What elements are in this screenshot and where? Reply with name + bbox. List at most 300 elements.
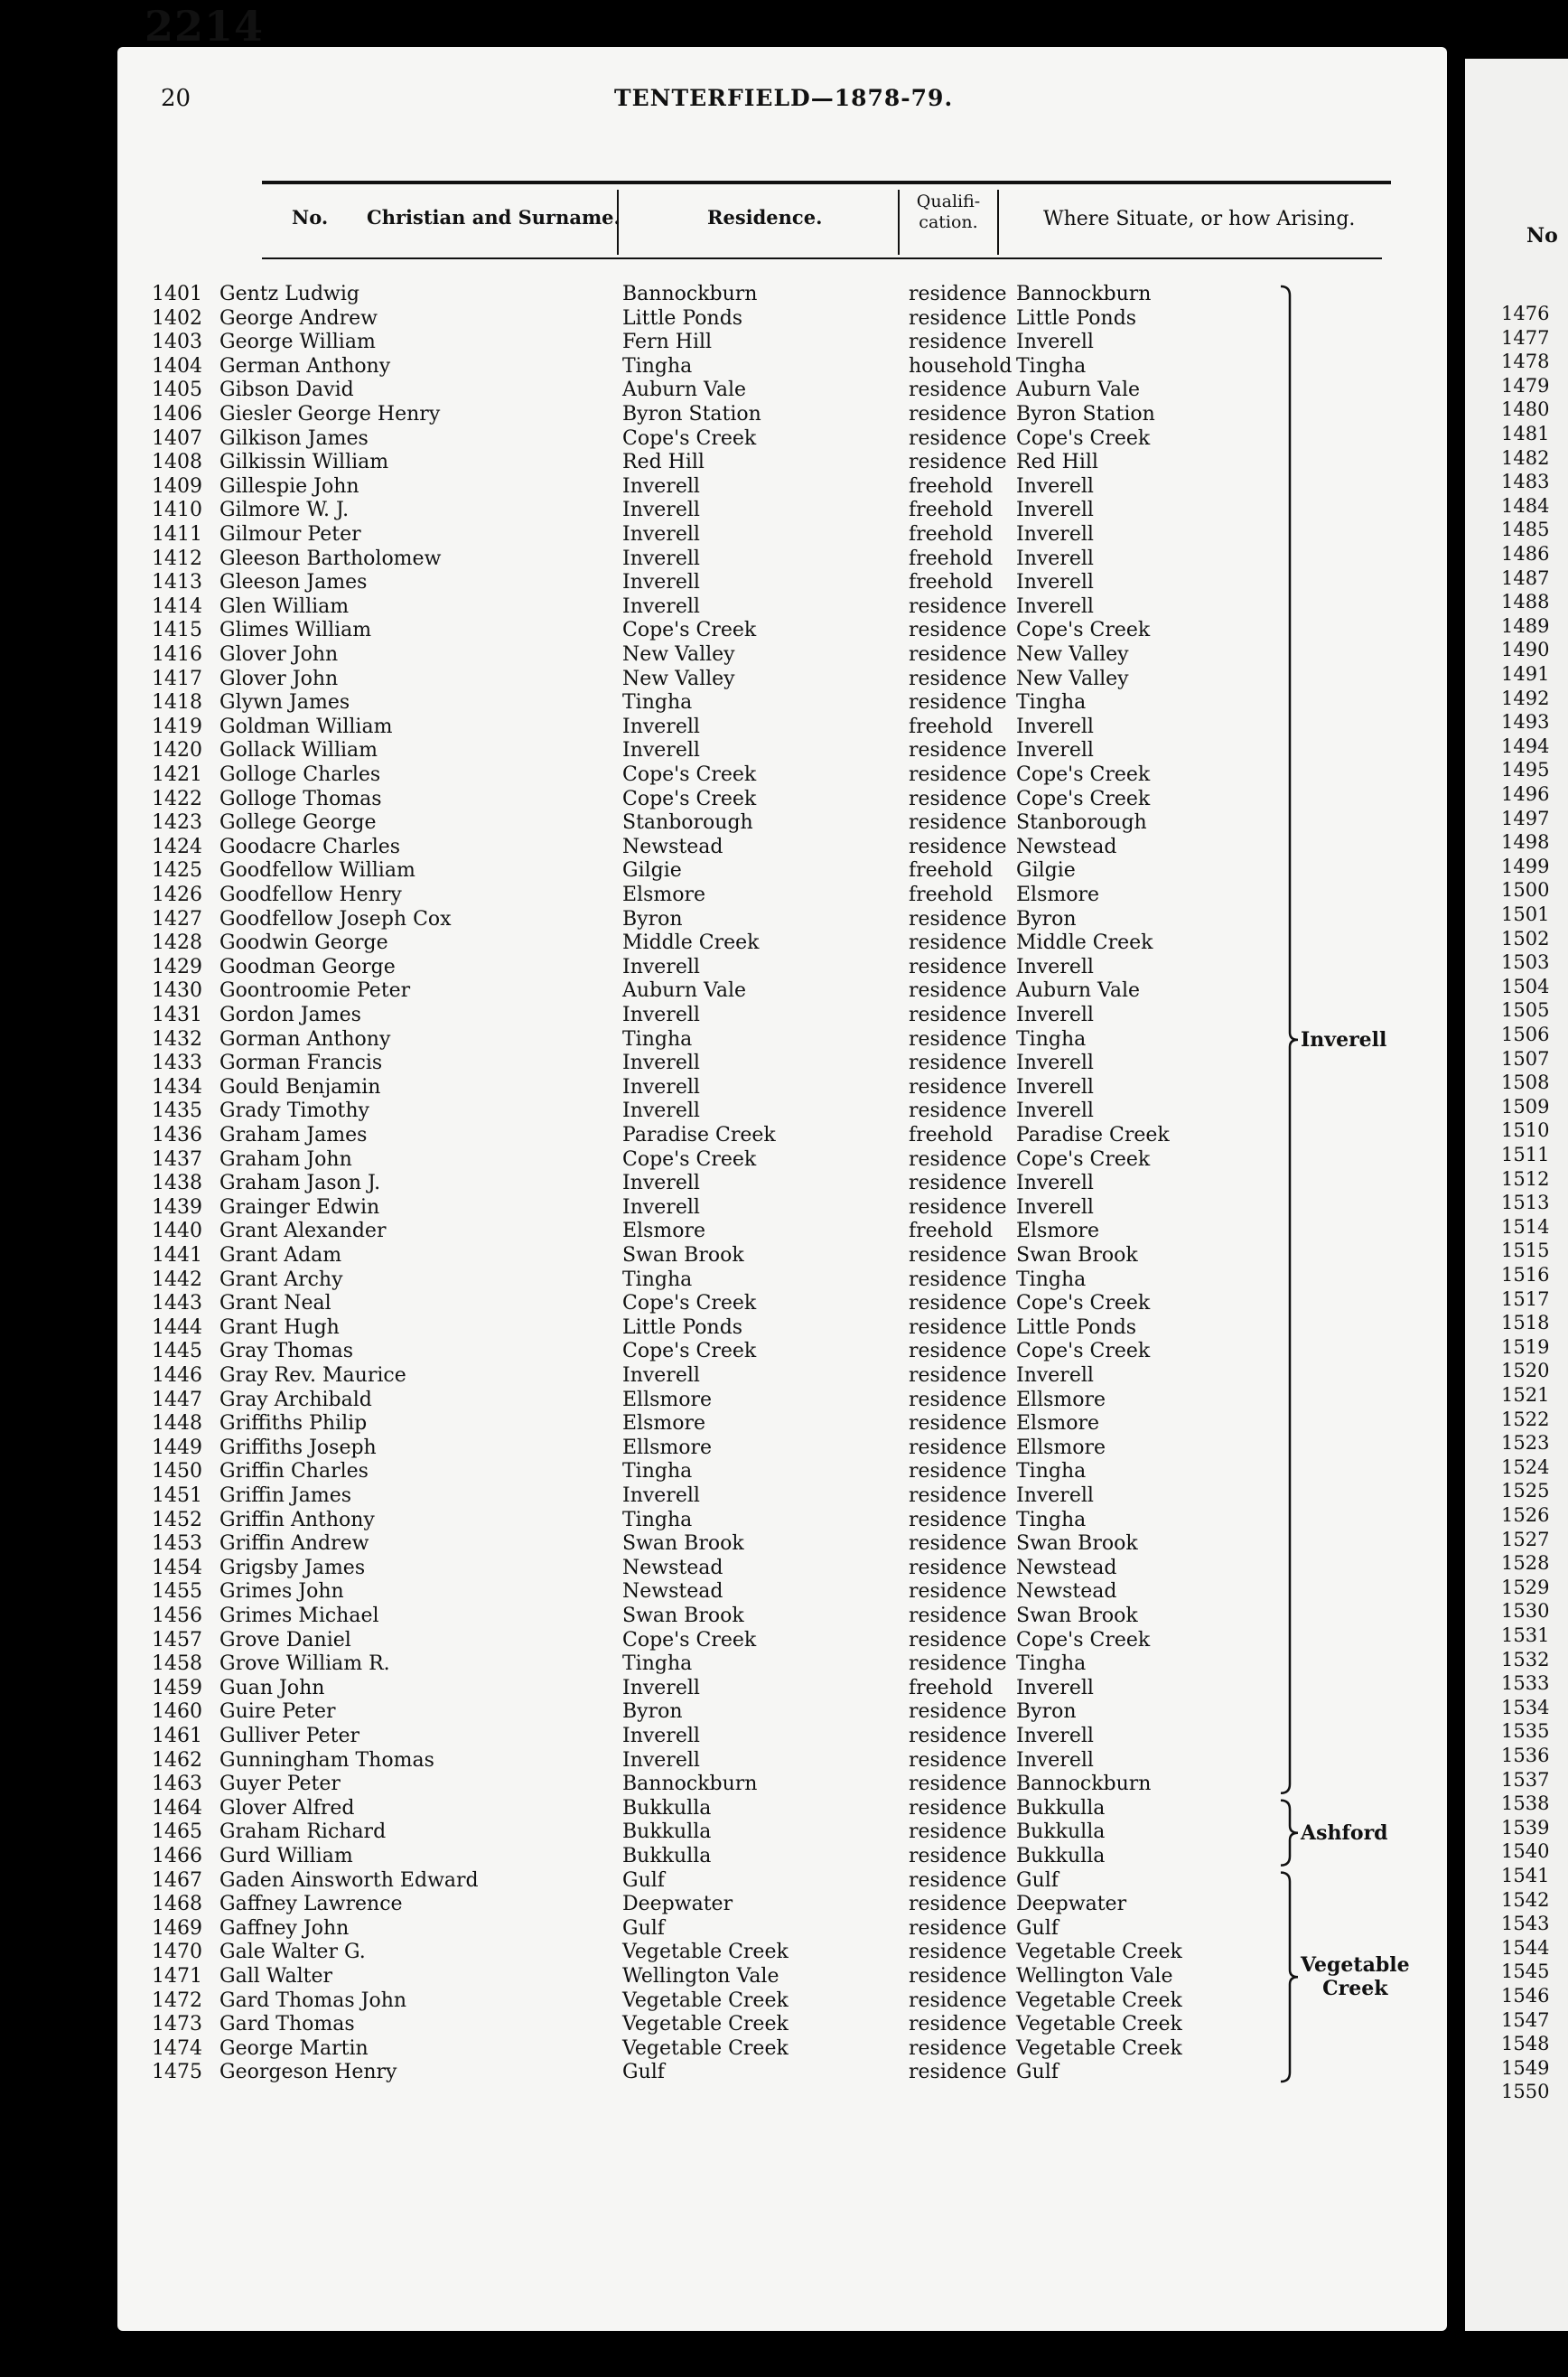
qualification: residence [909,1605,1007,1627]
entry-number: 1445 [152,1340,202,1363]
header-top-rule [262,181,1391,184]
table-row [0,1364,1301,1389]
qualification: freehold [909,571,994,594]
qualification: residence [909,1075,1007,1099]
entry-number: 1454 [152,1556,202,1579]
where-situate: Elsmore [1016,884,1100,906]
table-row [0,1989,1301,2014]
where-situate: New Valley [1016,643,1129,666]
qualification: residence [909,1412,1007,1436]
where-situate: Inverell [1016,594,1094,618]
elector-name: Griffin Anthony [219,1508,375,1531]
residence: Tingha [622,1027,693,1051]
elector-name: Griffin Andrew [219,1532,369,1556]
table-row [0,1412,1301,1436]
adjacent-entry-number: 1508 [1501,1072,1550,1094]
residence: Gulf [622,1916,665,1940]
elector-name: Griffiths Philip [219,1412,368,1436]
where-situate: Inverell [1016,547,1094,570]
qualification: residence [909,1580,1007,1604]
where-situate: Deepwater [1016,1893,1127,1916]
table-row [0,1196,1301,1221]
qualification: residence [909,1941,1007,1964]
table-row [0,1677,1301,1701]
table-row [0,931,1301,956]
entry-number: 1405 [152,379,202,402]
elector-name: Gordon James [219,1004,361,1026]
elector-name: Gale Walter G. [219,1941,366,1964]
table-row [0,1244,1301,1268]
entry-number: 1438 [152,1172,202,1195]
entry-number: 1433 [152,1052,202,1075]
where-situate: Inverell [1016,715,1094,738]
residence: Vegetable Creek [622,2013,789,2036]
entry-number: 1409 [152,474,202,498]
elector-name: Georgeson Henry [219,2061,397,2084]
residence: Inverell [622,1364,700,1387]
residence: Swan Brook [622,1244,744,1267]
qualification: residence [909,1436,1007,1459]
qualification: household [909,354,1013,378]
elector-name: Gray Thomas [219,1340,353,1363]
qualification: residence [909,403,1007,426]
entry-number: 1443 [152,1292,202,1315]
where-situate: Cope's Creek [1016,1340,1151,1363]
where-situate: Byron [1016,907,1077,931]
entry-number: 1468 [152,1893,202,1916]
entry-number: 1455 [152,1580,202,1604]
residence: Auburn Vale [622,379,747,402]
residence: Bannockburn [622,283,758,305]
table-row [0,499,1301,523]
table-row [0,1124,1301,1148]
where-situate: Gilgie [1016,859,1076,883]
where-situate: Wellington Vale [1016,1965,1173,1988]
adjacent-entry-number: 1531 [1501,1624,1550,1646]
table-row [0,523,1301,547]
table-row [0,1773,1301,1797]
qualification: freehold [909,547,994,570]
entry-number: 1404 [152,354,202,378]
residence: Cope's Creek [622,426,757,450]
adjacent-entry-number: 1535 [1501,1720,1550,1743]
elector-name: German Anthony [219,354,391,378]
elector-name: Goldman William [219,715,393,738]
table-row [0,2013,1301,2037]
entry-number: 1434 [152,1075,202,1099]
elector-name: Gaffney John [219,1916,350,1940]
table-row [0,1316,1301,1341]
where-situate: Cope's Creek [1016,426,1151,450]
entry-number: 1415 [152,619,202,642]
residence: Gulf [622,1868,665,1892]
elector-name: Goodfellow Joseph Cox [219,907,452,931]
qualification: freehold [909,1676,994,1699]
where-situate: Vegetable Creek [1016,1941,1182,1964]
adjacent-entry-number: 1479 [1501,374,1550,397]
table-row [0,1749,1301,1773]
entry-number: 1449 [152,1436,202,1459]
table-row [0,643,1301,668]
residence: Swan Brook [622,1532,744,1556]
elector-name: Guyer Peter [219,1773,341,1796]
adjacent-entry-number: 1492 [1501,687,1550,709]
adjacent-entry-number: 1495 [1501,759,1550,781]
elector-name: Gleeson James [219,571,368,594]
residence: Tingha [622,1652,693,1676]
where-situate: Bannockburn [1016,1773,1152,1796]
adjacent-entry-number: 1497 [1501,807,1550,829]
group-label: Ashford [1301,1820,1388,1845]
adjacent-entry-number: 1523 [1501,1432,1550,1455]
table-row [0,1172,1301,1196]
header-qualification: Qualifi- cation. [916,192,981,232]
adjacent-entry-number: 1507 [1501,1047,1550,1070]
qualification: residence [909,835,1007,858]
elector-name: Griffiths Joseph [219,1436,377,1459]
elector-name: Giesler George Henry [219,403,441,426]
adjacent-entry-number: 1478 [1501,351,1550,373]
table-row [0,763,1301,788]
qualification: residence [909,1388,1007,1411]
adjacent-entry-number: 1544 [1501,1936,1550,1959]
where-situate: Elsmore [1016,1220,1100,1243]
adjacent-entry-number: 1482 [1501,446,1550,469]
qualification: residence [909,1484,1007,1507]
table-row [0,1532,1301,1557]
entry-number: 1442 [152,1268,202,1291]
entry-number: 1463 [152,1773,202,1796]
where-situate: Swan Brook [1016,1605,1138,1627]
where-situate: New Valley [1016,667,1129,690]
adjacent-entry-number: 1533 [1501,1672,1550,1695]
entry-number: 1440 [152,1220,202,1243]
qualification: residence [909,1893,1007,1916]
table-row [0,1340,1301,1364]
elector-name: Graham John [219,1147,352,1171]
entry-number: 1417 [152,667,202,690]
residence: Inverell [622,547,700,570]
adjacent-entry-number: 1515 [1501,1240,1550,1262]
entry-number: 1437 [152,1147,202,1171]
residence: Cope's Creek [622,787,757,810]
adjacent-entry-number: 1493 [1501,711,1550,734]
table-row [0,1028,1301,1053]
residence: Inverell [622,523,700,546]
residence: Fern Hill [622,331,713,354]
residence: Inverell [622,1195,700,1219]
adjacent-entry-number: 1502 [1501,927,1550,950]
adjacent-entry-number: 1496 [1501,783,1550,805]
elector-name: Gaffney Lawrence [219,1893,403,1916]
residence: Cope's Creek [622,619,757,642]
table-row [0,1052,1301,1076]
where-situate: Newstead [1016,1580,1117,1604]
adjacent-entry-number: 1527 [1501,1528,1550,1550]
qualification: residence [909,1292,1007,1315]
adjacent-entry-number: 1494 [1501,735,1550,757]
where-situate: Gulf [1016,1868,1059,1892]
residence: Elsmore [622,884,706,906]
where-situate: Inverell [1016,1075,1094,1099]
qualification: freehold [909,1124,994,1146]
adjacent-entry-number: 1500 [1501,879,1550,902]
qualification: freehold [909,715,994,738]
table-row [0,1292,1301,1316]
where-situate: Tingha [1016,354,1087,378]
adjacent-entry-number: 1477 [1501,326,1550,349]
header-no: No. [292,206,329,229]
residence: Inverell [622,1075,700,1099]
elector-name: Gorman Anthony [219,1027,391,1051]
residence: Tingha [622,1508,693,1531]
elector-name: Gilmour Peter [219,523,361,546]
table-row [0,379,1301,403]
where-situate: Tingha [1016,1027,1087,1051]
residence: Tingha [622,1268,693,1291]
where-situate: Inverell [1016,739,1094,763]
residence: Inverell [622,1725,700,1747]
table-row [0,1484,1301,1509]
table-row [0,1941,1301,1965]
elector-name: Grant Neal [219,1292,331,1315]
qualification: residence [909,594,1007,618]
adjacent-entry-number: 1476 [1501,303,1550,324]
qualification: residence [909,1244,1007,1267]
table-row [0,1460,1301,1484]
entry-number: 1448 [152,1412,202,1436]
entry-number: 1416 [152,643,202,666]
residence: Wellington Vale [622,1965,779,1988]
page-title: TENTERFIELD—1878-79. [614,85,954,111]
residence: Inverell [622,1484,700,1507]
elector-name: Gard Thomas [219,2013,355,2036]
adjacent-entry-number: 1512 [1501,1167,1550,1190]
entry-number: 1422 [152,787,202,810]
where-situate: Little Ponds [1016,306,1137,330]
residence: Bannockburn [622,1773,758,1796]
adjacent-entry-number: 1541 [1501,1865,1550,1886]
table-row [0,739,1301,763]
qualification: residence [909,1796,1007,1820]
where-situate: Inverell [1016,523,1094,546]
elector-name: Grove William R. [219,1652,390,1676]
elector-name: Gilkison James [219,426,369,450]
table-row [0,1820,1301,1845]
adjacent-entry-number: 1481 [1501,423,1550,445]
adjacent-entry-number: 1545 [1501,1961,1550,1983]
table-row [0,1076,1301,1100]
entry-number: 1473 [152,2013,202,2036]
where-situate: Inverell [1016,331,1094,354]
qualification: residence [909,1820,1007,1844]
entry-number: 1418 [152,691,202,715]
folio-stamp: 2214 [145,2,265,51]
residence: Newstead [622,1556,723,1579]
where-situate: Middle Creek [1016,931,1153,955]
where-situate: Inverell [1016,1004,1094,1026]
entry-number: 1451 [152,1484,202,1507]
where-situate: Cope's Creek [1016,787,1151,810]
adjacent-entry-number: 1511 [1501,1144,1550,1165]
qualification: residence [909,1172,1007,1195]
table-row [0,1845,1301,1869]
residence: Newstead [622,1580,723,1604]
qualification: residence [909,1340,1007,1363]
residence: Stanborough [622,811,753,835]
qualification: residence [909,306,1007,330]
residence: Ellsmore [622,1388,713,1411]
elector-name: Glover Alfred [219,1796,355,1820]
entry-number: 1414 [152,594,202,618]
adjacent-entry-number: 1480 [1501,398,1550,421]
elector-name: Gilmore W. J. [219,499,350,522]
adjacent-entry-number: 1534 [1501,1696,1550,1718]
qualification: freehold [909,474,994,498]
header-bottom-rule [262,257,1382,259]
adjacent-entry-number: 1489 [1501,614,1550,637]
entry-number: 1436 [152,1124,202,1146]
residence: Cope's Creek [622,1292,757,1315]
elector-name: Guire Peter [219,1700,336,1724]
where-situate: Inverell [1016,474,1094,498]
residence: Tingha [622,354,693,378]
entry-number: 1407 [152,426,202,450]
adjacent-entry-number: 1550 [1501,2081,1550,2103]
where-situate: Gulf [1016,1916,1059,1940]
header-divider-2 [898,190,900,255]
entry-number: 1420 [152,739,202,763]
residence: Vegetable Creek [622,1941,789,1964]
elector-name: Graham Jason J. [219,1172,381,1195]
residence: Byron [622,907,683,931]
residence: Newstead [622,835,723,858]
qualification: residence [909,1748,1007,1772]
entry-number: 1410 [152,499,202,522]
entry-number: 1461 [152,1725,202,1747]
where-situate: Stanborough [1016,811,1147,835]
table-row [0,668,1301,692]
adjacent-entry-number: 1530 [1501,1600,1550,1623]
qualification: residence [909,1027,1007,1051]
where-situate: Auburn Vale [1016,379,1141,402]
where-situate: Vegetable Creek [1016,2036,1182,2060]
where-situate: Byron [1016,1700,1077,1724]
where-situate: Bukkulla [1016,1845,1106,1867]
where-situate: Inverell [1016,1748,1094,1772]
where-situate: Bukkulla [1016,1820,1106,1844]
adjacent-entry-number: 1510 [1501,1119,1550,1142]
qualification: residence [909,2061,1007,2084]
elector-name: Guan John [219,1676,325,1699]
residence: Gulf [622,2061,665,2084]
qualification: residence [909,451,1007,474]
where-situate: Swan Brook [1016,1532,1138,1556]
residence: New Valley [622,643,735,666]
where-situate: Red Hill [1016,451,1098,474]
residence: Inverell [622,499,700,522]
elector-name: Gray Archibald [219,1388,372,1411]
residence: Inverell [622,739,700,763]
residence: Little Ponds [622,306,743,330]
page-number: 20 [161,85,191,112]
table-row [0,547,1301,572]
elector-name: Gilkissin William [219,451,389,474]
adjacent-entry-number: 1513 [1501,1192,1550,1214]
elector-name: Grimes Michael [219,1605,379,1627]
residence: Deepwater [622,1893,733,1916]
where-situate: Newstead [1016,835,1117,858]
residence: Inverell [622,571,700,594]
qualification: residence [909,643,1007,666]
residence: Bukkulla [622,1845,712,1867]
table-row [0,2061,1301,2085]
residence: Inverell [622,955,700,978]
adjacent-entry-number: 1548 [1501,2033,1550,2055]
entry-number: 1432 [152,1027,202,1051]
table-row [0,884,1301,908]
where-situate: Cope's Creek [1016,1147,1151,1171]
residence: Tingha [622,1460,693,1483]
residence: Swan Brook [622,1605,744,1627]
qualification: residence [909,787,1007,810]
table-row [0,1797,1301,1821]
qualification: freehold [909,1220,994,1243]
table-row [0,1436,1301,1461]
elector-name: Glover John [219,643,339,666]
residence: Cope's Creek [622,763,757,786]
entry-number: 1441 [152,1244,202,1267]
qualification: residence [909,1845,1007,1867]
where-situate: Tingha [1016,1652,1087,1676]
adjacent-entry-number: 1543 [1501,1913,1550,1935]
where-situate: Inverell [1016,1676,1094,1699]
elector-name: Glimes William [219,619,372,642]
adjacent-entry-number: 1503 [1501,951,1550,974]
table-row [0,307,1301,332]
table-row [0,836,1301,860]
table-row [0,427,1301,452]
residence: Inverell [622,1052,700,1075]
elector-name: Goodfellow Henry [219,884,402,906]
where-situate: Vegetable Creek [1016,1989,1182,2012]
where-situate: Cope's Creek [1016,1628,1151,1652]
residence: Paradise Creek [622,1124,776,1146]
table-row [0,1965,1301,1989]
where-situate: Inverell [1016,955,1094,978]
adjacent-entry-number: 1490 [1501,639,1550,661]
adjacent-entry-number: 1519 [1501,1335,1550,1358]
table-row [0,1917,1301,1942]
elector-name: Griffin Charles [219,1460,369,1483]
entry-number: 1439 [152,1195,202,1219]
qualification: residence [909,1460,1007,1483]
qualification: residence [909,691,1007,715]
elector-name: Gall Walter [219,1965,332,1988]
where-situate: Gulf [1016,2061,1059,2084]
entry-number: 1458 [152,1652,202,1676]
adjacent-entry-number: 1538 [1501,1792,1550,1815]
qualification: residence [909,1965,1007,1988]
qualification: residence [909,1532,1007,1556]
adjacent-entry-number: 1484 [1501,494,1550,517]
adjacent-entry-number: 1501 [1501,903,1550,925]
qualification: residence [909,379,1007,402]
header-name: Christian and Surname. [367,206,621,229]
elector-name: Graham James [219,1124,368,1146]
qualification: residence [909,1508,1007,1531]
table-row [0,331,1301,355]
